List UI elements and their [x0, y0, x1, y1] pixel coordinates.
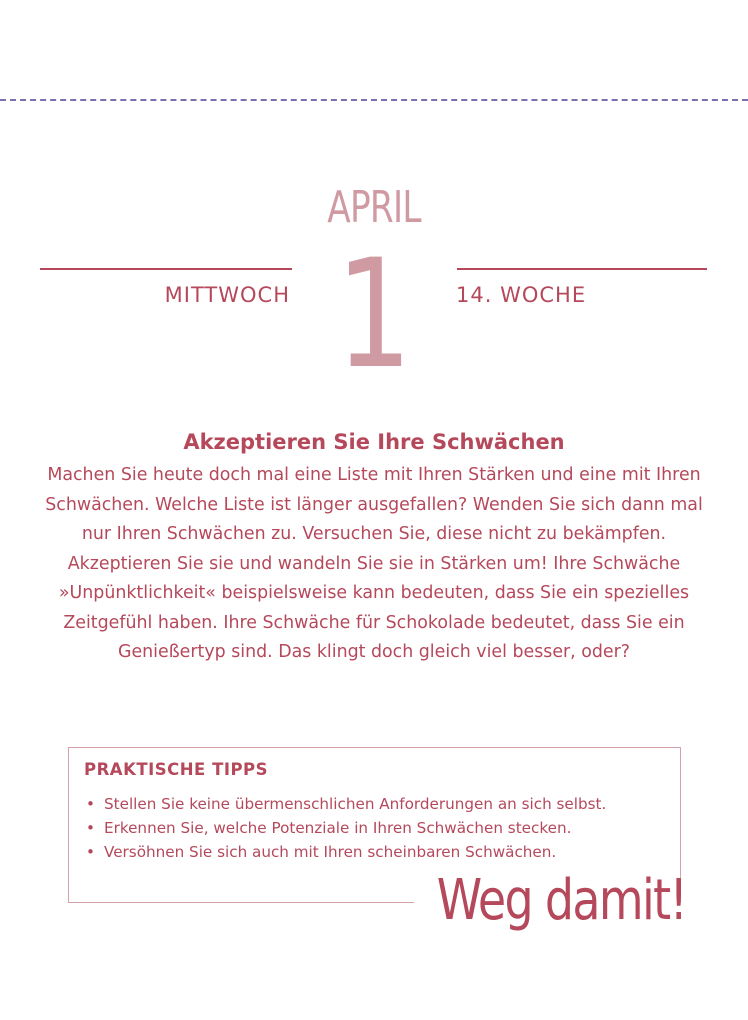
week-number-label: 14. WOCHE — [456, 283, 587, 307]
tip-item — [84, 840, 606, 864]
article-heading: Akzeptieren Sie Ihre Schwächen — [183, 430, 565, 454]
tip-item — [84, 816, 606, 840]
perforation-line — [0, 99, 748, 101]
tip-text: Versöhnen Sie sich auch mit Ihren scheinbaren Schwächen. — [104, 843, 557, 861]
tips-list — [84, 792, 606, 864]
article-body: Machen Sie heute doch mal eine Liste mit Ihren Stärken und eine mit Ihren Schwächen. Welche Liste ist länger ausgefallen? Wenden Sie sich dann mal nur Ihren Schwächen zu. Versuchen Sie, diese nicht zu bekämpfen. Akzeptieren Sie sie und wandeln Sie sie in Stärken um! Ihre Schwäche »Unpünktlichkeit« beispielsweise kann bedeuten, dass Sie ein spezielles Zeitgefühl haben. Ihre Schwäche für Schokolade bedeutet, dass Sie ein Genießertyp sind. Das klingt doch gleich viel besser, oder? — [45, 465, 703, 662]
month-label: APRIL — [327, 182, 421, 233]
tips-title: PRAKTISCHE TIPPS — [84, 760, 269, 779]
tips-box-bottom-rule — [68, 902, 414, 903]
tip-text: Erkennen Sie, welche Potenziale in Ihren Schwächen stecken. — [104, 819, 572, 837]
bullet-icon: • — [86, 819, 95, 837]
weekday-label: MITTWOCH — [164, 283, 290, 307]
tip-item — [84, 792, 606, 816]
tip-text: Stellen Sie keine übermenschlichen Anforderungen an sich selbst. — [104, 795, 607, 813]
day-number: 1 — [335, 228, 413, 402]
bullet-icon: • — [86, 843, 95, 861]
bullet-icon: • — [86, 795, 95, 813]
slogan: Weg damit! — [436, 868, 686, 933]
